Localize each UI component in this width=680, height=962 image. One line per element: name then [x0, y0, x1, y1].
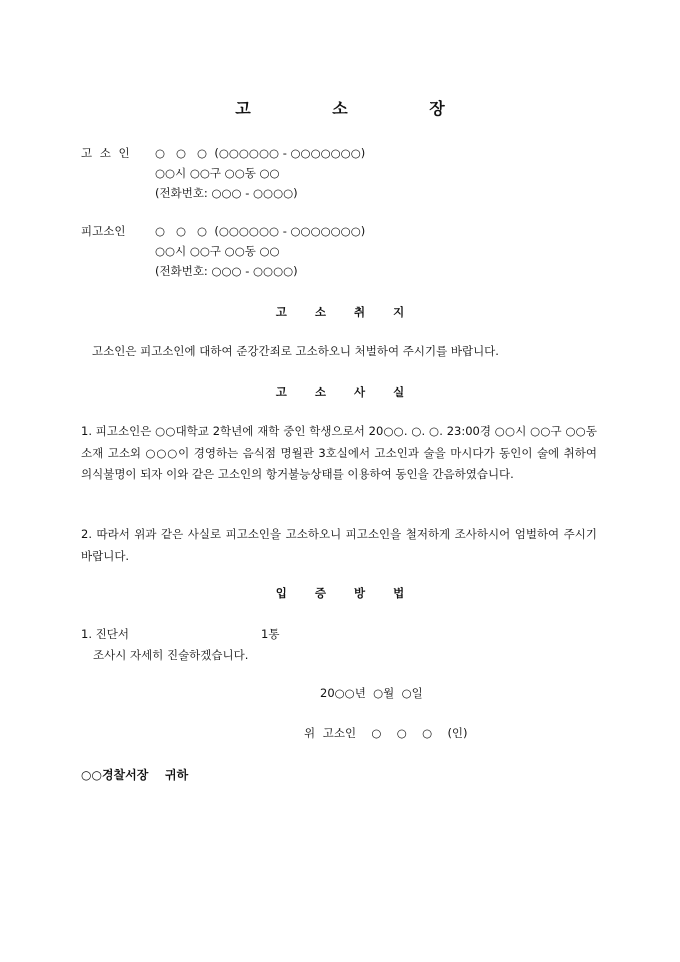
complainant-address: ○○시 ○○구 ○○동 ○○	[155, 166, 280, 180]
defendant-details	[155, 221, 365, 281]
purpose-text: 고소인은 피고소인에 대하여 준강간죄로 고소하오니 처벌하여 주시기를 바랍니다.	[92, 344, 499, 358]
document-title: 고 소 장	[235, 99, 483, 118]
complainant-phone: (전화번호: ○○○ - ○○○○)	[155, 186, 298, 200]
document-date: 20○○년 ○월 ○일	[320, 686, 423, 700]
defendant-label: 피고소인	[81, 224, 126, 238]
defendant-address: ○○시 ○○구 ○○동 ○○	[155, 244, 280, 258]
evidence-item	[81, 624, 280, 666]
addressee: ○○경찰서장 귀하	[81, 768, 189, 782]
facts-heading: 고 소 사 실	[275, 385, 417, 399]
defendant-name: ○ ○ ○ (○○○○○○ - ○○○○○○○)	[155, 224, 366, 238]
purpose-heading: 고 소 취 지	[275, 305, 417, 319]
facts-item-1: 1. 피고소인은 ○○대학교 2학년에 재학 중인 학생으로서 20○○. ○. ○. 23:00경 ○○시 ○○구 ○○동 소재 고소외 ○○○이 경영하는 음식점 명월관 3호실에서 고소인과 술을 마시다가 동인이 술에 취하여 의식불명이 되자 이와 같은 고소인의 항거불능상태를 이용하여 동인을 간음하였습니다.	[81, 424, 597, 481]
facts-item-2: 2. 따라서 위과 같은 사실로 피고소인을 고소하오니 피고소인을 철저하게 조사하시어 엄벌하여 주시기 바랍니다.	[81, 527, 597, 563]
complainant-label: 고 소 인	[81, 146, 132, 160]
evidence-note: 조사시 자세히 진술하겠습니다.	[93, 648, 249, 662]
complainant-name: ○ ○ ○ (○○○○○○ - ○○○○○○○)	[155, 146, 366, 160]
defendant-phone: (전화번호: ○○○ - ○○○○)	[155, 264, 298, 278]
evidence-item-count: 1통	[261, 627, 280, 641]
evidence-item-label: 1. 진단서	[81, 627, 129, 641]
complainant-signature: 위 고소인 ○ ○ ○ (인)	[304, 726, 468, 740]
evidence-heading: 입 증 방 법	[275, 586, 417, 600]
complainant-details	[155, 143, 365, 203]
